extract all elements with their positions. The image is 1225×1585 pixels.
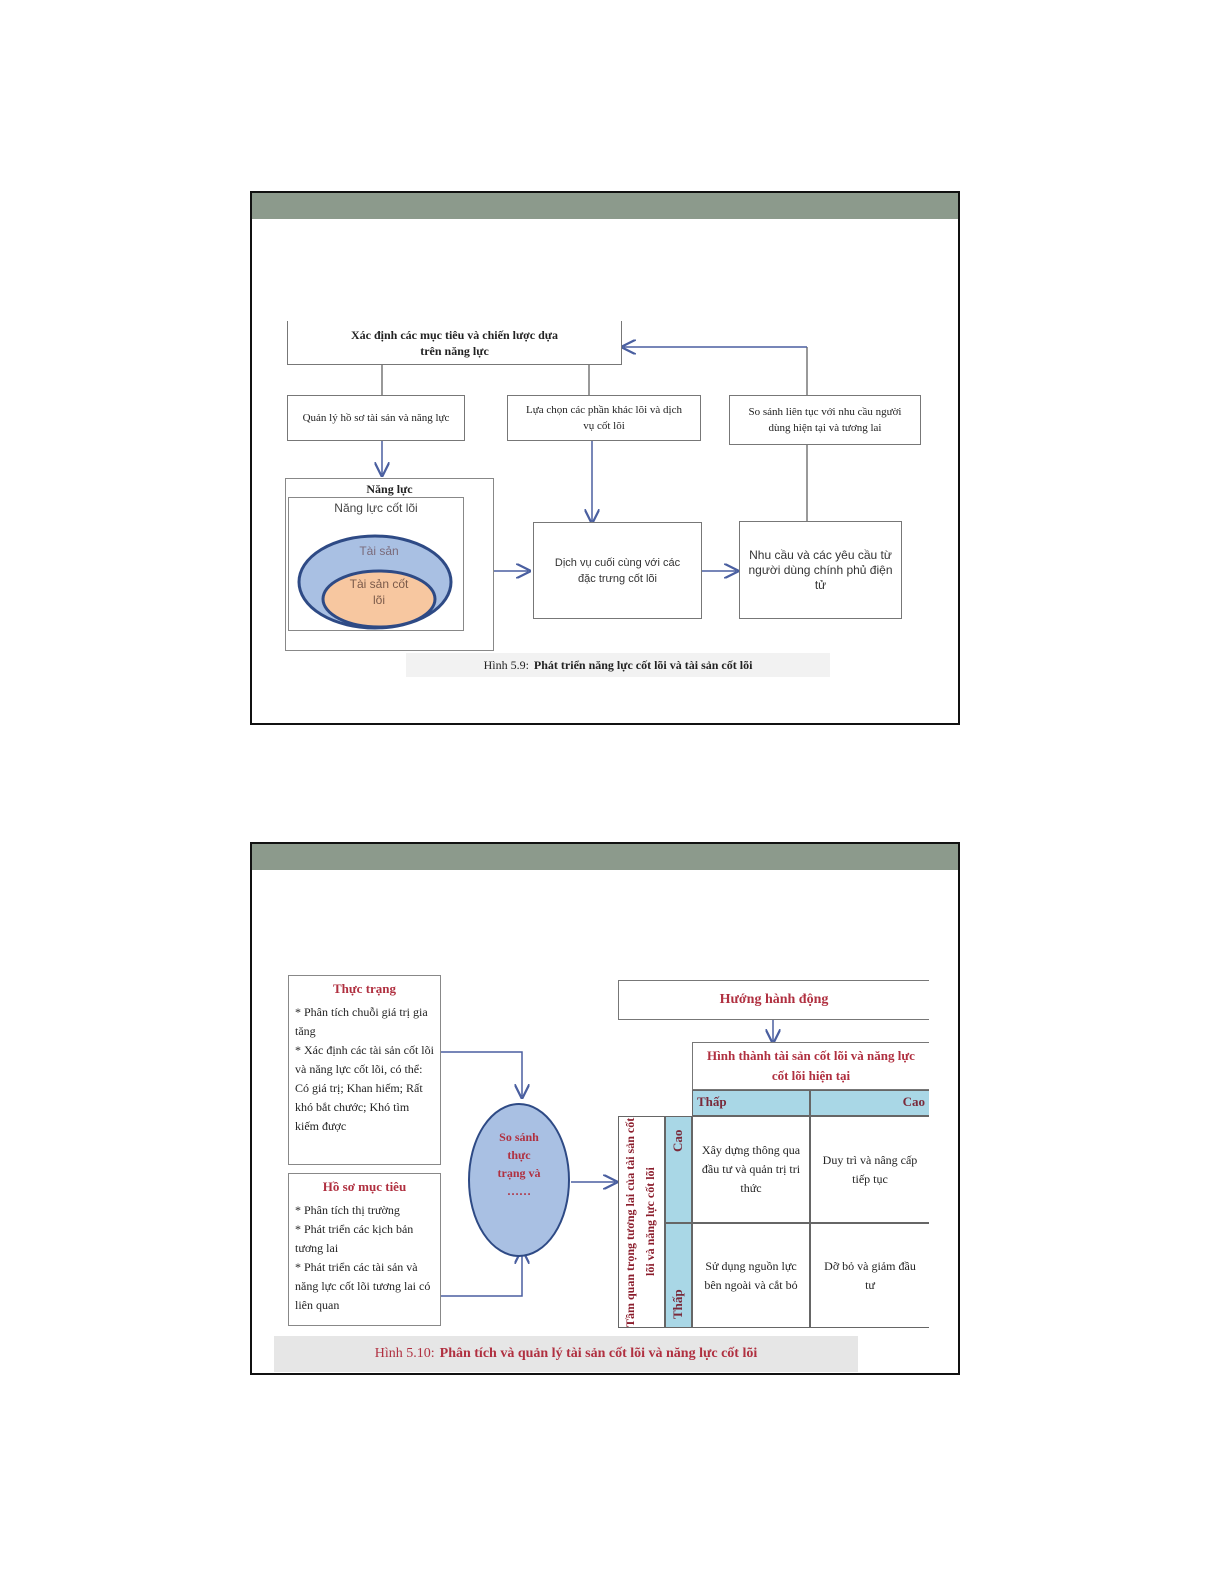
service-box-label: Dịch vụ cuối cùng với các đặc trưng cốt lõi [554, 556, 681, 585]
target-item: * Phát triển các kịch bản tương lai [295, 1222, 414, 1255]
row-header-high-label: Cao [670, 1129, 685, 1153]
compare-box [729, 395, 921, 445]
needs-box [739, 521, 902, 619]
slide-header-bar [252, 844, 958, 870]
assets-label: Tài sản [359, 544, 399, 558]
col-header-high [810, 1090, 929, 1116]
action-box [618, 980, 929, 1020]
matrix-cell-high-high [810, 1116, 929, 1223]
caption-text: Phân tích và quản lý tài sản cốt lõi và năng lực cốt lõi [439, 1346, 758, 1361]
slide-header-bar [252, 193, 958, 219]
matrix-cell-low-low-label: Sử dụng nguồn lực bên ngoài và cắt bỏ [704, 1258, 798, 1292]
caption-prefix: Hình 5.10: [374, 1346, 435, 1361]
status-item: * Phân tích chuỗi giá trị gia tăng [295, 1005, 428, 1038]
compare-ellipse-label: So sánh thực trạng và …… [497, 1130, 541, 1198]
status-title: Thực trạng [332, 981, 397, 996]
matrix-cell-low-high [810, 1223, 929, 1328]
row-header-low [665, 1223, 692, 1328]
matrix-cell-high-high-label: Duy trì và nâng cấp tiếp tục [822, 1152, 918, 1186]
row-header-low-label: Thấp [670, 1289, 685, 1319]
target-item: * Phát triển các tài sản và năng lực cốt lõi tương lai có liên quan [295, 1260, 431, 1312]
matrix-cell-low-low [692, 1223, 810, 1328]
portfolio-box [287, 395, 465, 441]
matrix-cell-low-high-label: Dỡ bỏ và giảm đầu tư [824, 1258, 916, 1292]
strategy-box [287, 321, 622, 365]
matrix-cell-high-low [692, 1116, 810, 1223]
matrix-title [692, 1042, 929, 1090]
matrix-cell-high-low-label: Xây dựng thông qua đầu tư và quản trị tri thức [701, 1143, 801, 1195]
capability-title: Năng lực [366, 482, 413, 496]
target-item: * Phân tích thị trường [295, 1203, 400, 1217]
target-panel [288, 1173, 441, 1326]
action-box-label: Hướng hành động [719, 992, 829, 1007]
compare-box-label: So sánh liên tục với nhu cầu người dùng hiện tại và tương lai [748, 406, 902, 434]
service-box [533, 522, 702, 619]
figure-caption [274, 1336, 858, 1372]
assets-ellipses [289, 498, 465, 632]
col-header-low [692, 1090, 810, 1116]
col-header-low-label: Thấp [697, 1094, 727, 1109]
needs-box-label: Nhu cầu và các yêu cầu từ người dùng chính phủ điện tử [748, 547, 893, 592]
caption-prefix: Hình 5.9: [483, 657, 529, 672]
select-box [507, 395, 701, 441]
status-panel [288, 975, 441, 1165]
figure-caption [406, 653, 830, 677]
row-header-high [665, 1116, 692, 1223]
caption-text: Phát triển năng lực cốt lõi và tài sản cốt lõi [533, 657, 753, 672]
strategy-box-label: Xác định các mục tiêu và chiến lược dựa trên năng lực [350, 327, 559, 358]
slide-figure-5-10 [250, 842, 960, 1375]
core-capability-panel [288, 497, 464, 631]
core-capability-label: Năng lực cốt lõi [334, 501, 418, 515]
slide-figure-5-9 [250, 191, 960, 725]
matrix-title-label: Hình thành tài sản cốt lõi và năng lực cốt lõi hiện tại [707, 1048, 915, 1083]
col-header-high-label: Cao [902, 1094, 925, 1109]
row-axis-label: Tầm quan trọng tương lai của tài sản cốt lõi và năng lực cốt lõi [623, 1117, 657, 1327]
target-title: Hồ sơ mục tiêu [322, 1179, 407, 1194]
portfolio-box-label: Quản lý hồ sơ tài sản và năng lực [302, 412, 450, 424]
core-assets-label: Tài sản cốt lõi [349, 577, 409, 607]
select-box-label: Lựa chọn các phần khác lõi và dịch vụ cốt lõi [526, 404, 682, 432]
status-item: * Xác định các tài sản cốt lõi và năng lực cốt lõi, có thể: Có giá trị; Khan hiếm; Rất khó bắt chước; Khó tìm kiếm được [295, 1043, 434, 1133]
capability-panel [285, 478, 494, 651]
